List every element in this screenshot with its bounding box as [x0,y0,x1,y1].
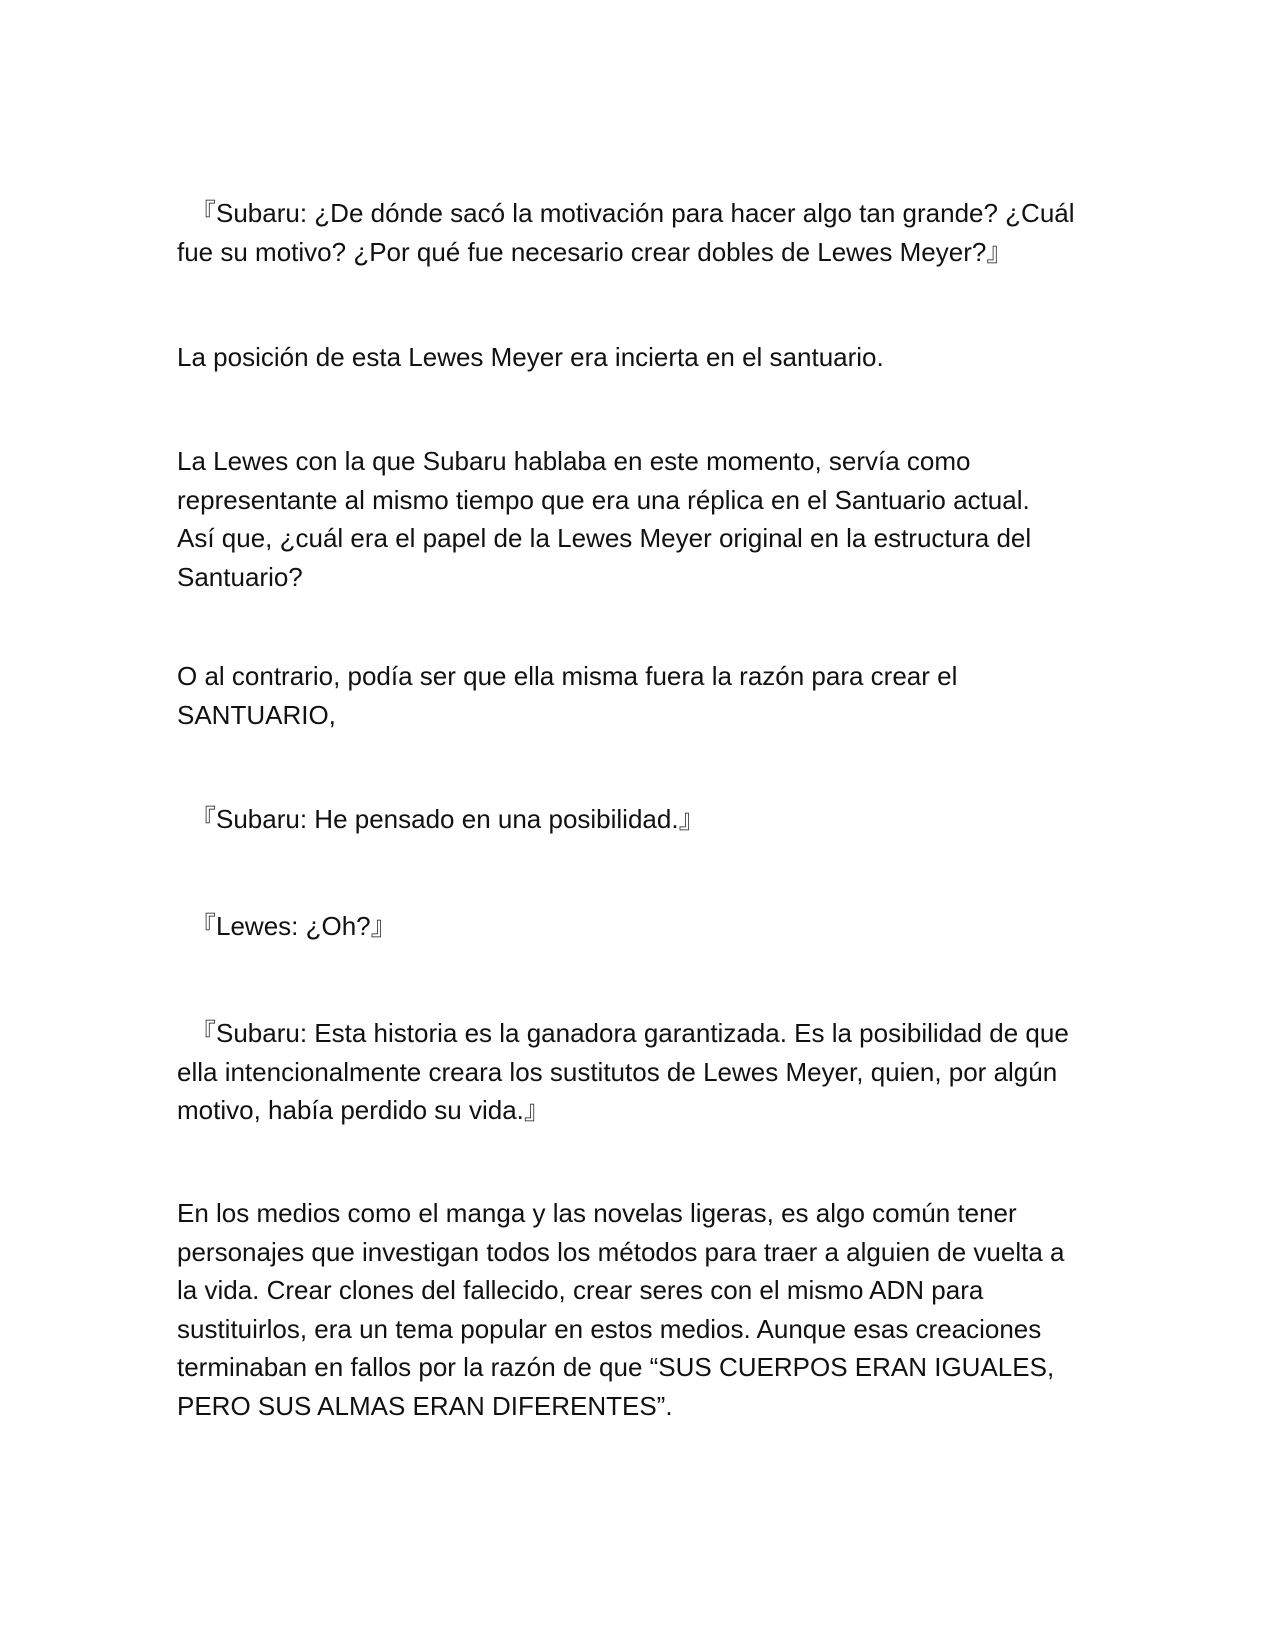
text-line: SANTUARIO, [177,699,336,730]
text-line: ella intencionalmente creara los sustitutos de Lewes Meyer, quien, por algún [177,1056,1058,1087]
text-line: Así que, ¿cuál era el papel de la Lewes Meyer original en la estructura del [177,523,1032,553]
text-line: La posición de esta Lewes Meyer era incierta en el santuario. [177,342,884,372]
text-line: La Lewes con la que Subaru hablaba en este momento, servía como [177,446,971,476]
text-line: representante al mismo tiempo que era una réplica en el Santuario actual. [177,484,1030,515]
paragraph-medios [177,1194,1107,1425]
text-line: 『Lewes: ¿Oh?』 [177,911,397,941]
text-line: 『Subaru: He pensado en una posibilidad.』 [177,804,705,834]
paragraph-position [177,338,1107,377]
paragraph-representante [177,442,1107,596]
text-line: O al contrario, podía ser que ella misma fuera la razón para crear el [177,661,958,691]
text-line: personajes que investigan todos los métodos para traer a alguien de vuelta a [177,1236,1065,1267]
text-line: fue su motivo? ¿Por qué fue necesario crear dobles de Lewes Meyer?』 [177,236,1013,267]
text-line: sustituirlos, era un tema popular en estos medios. Aunque esas creaciones [177,1313,1042,1344]
text-line: la vida. Crear clones del fallecido, crear seres con el mismo ADN para [177,1275,984,1305]
text-line: motivo, había perdido su vida.』 [177,1095,550,1125]
dialogue-subaru-historia [177,1014,1107,1130]
text-line: Santuario? [177,561,303,592]
dialogue-subaru-motivation [177,194,1107,271]
text-line: 『Subaru: ¿De dónde sacó la motivación para hacer algo tan grande? ¿Cuál [177,198,1075,228]
text-line: En los medios como el manga y las novelas ligeras, es algo común tener [177,1198,1017,1228]
paragraph-contrario [177,657,1107,734]
text-line: 『Subaru: Esta historia es la ganadora garantizada. Es la posibilidad de que [177,1018,1069,1048]
text-line: PERO SUS ALMAS ERAN DIFERENTES”. [177,1390,673,1421]
text-line: terminaban en fallos por la razón de que “SUS CUERPOS ERAN IGUALES, [177,1352,1055,1382]
dialogue-subaru-posibilidad [177,800,1107,839]
dialogue-lewes-oh [177,907,1107,946]
